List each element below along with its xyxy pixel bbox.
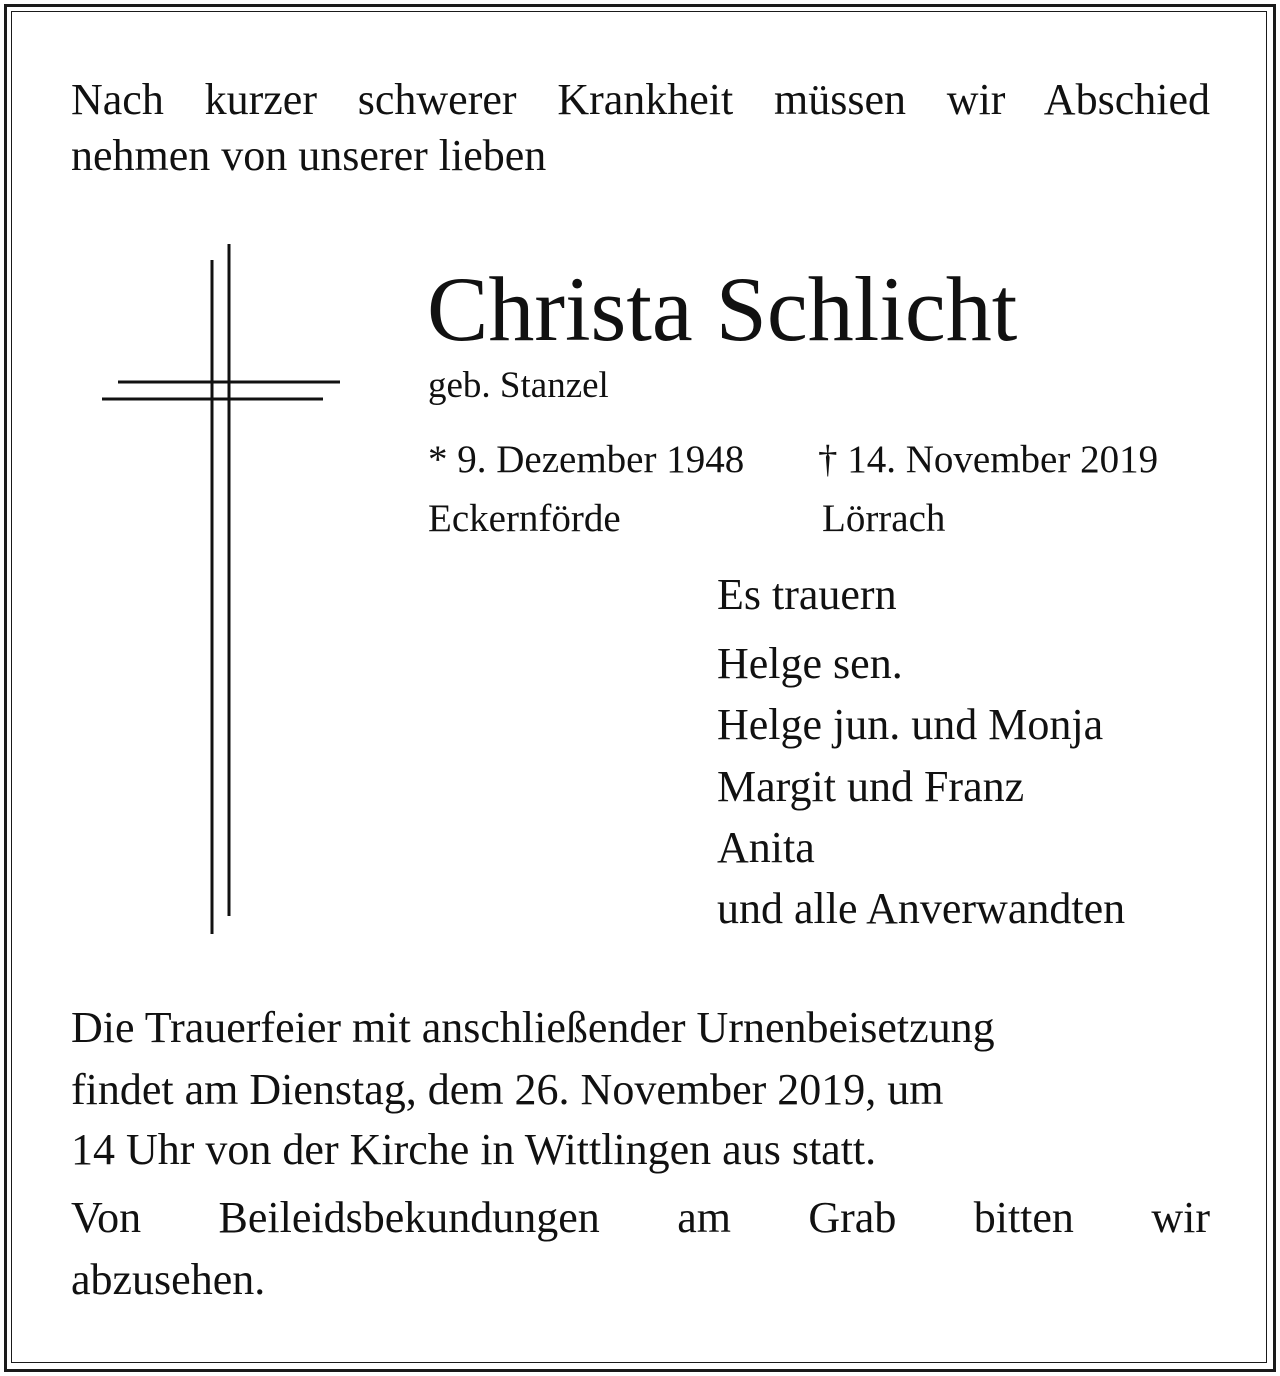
birth-date: * 9. Dezember 1948 (428, 438, 745, 481)
mourners-heading: Es trauern (717, 570, 897, 619)
intro-line-2: nehmen von unserer lieben (71, 131, 547, 180)
death-date: † 14. November 2019 (818, 438, 1159, 481)
birth-place: Eckernförde (428, 497, 621, 540)
mourner-name: und alle Anverwandten (717, 884, 1126, 933)
condolence-line-2: abzusehen. (71, 1255, 266, 1304)
mourner-name: Anita (717, 823, 815, 872)
deceased-name: Christa Schlicht (427, 258, 1018, 360)
funeral-line-1: Die Trauerfeier mit anschließender Urnenbeisetzung (71, 1003, 995, 1052)
death-place: Lörrach (822, 497, 946, 540)
mourner-name: Margit und Franz (717, 762, 1025, 811)
mourner-name: Helge jun. und Monja (717, 700, 1104, 749)
maiden-name: geb. Stanzel (428, 365, 609, 406)
intro-line-1: Nach kurzer schwerer Krankheit müssen wir Abschied (71, 75, 1210, 124)
condolence-line-1: Von Beileidsbekundungen am Grab bitten wir (71, 1193, 1210, 1242)
cross-icon (100, 240, 350, 940)
mourner-name: Helge sen. (717, 639, 903, 688)
funeral-line-3: 14 Uhr von der Kirche in Wittlingen aus statt. (71, 1125, 877, 1174)
funeral-line-2: findet am Dienstag, dem 26. November 2019, um (71, 1065, 944, 1114)
